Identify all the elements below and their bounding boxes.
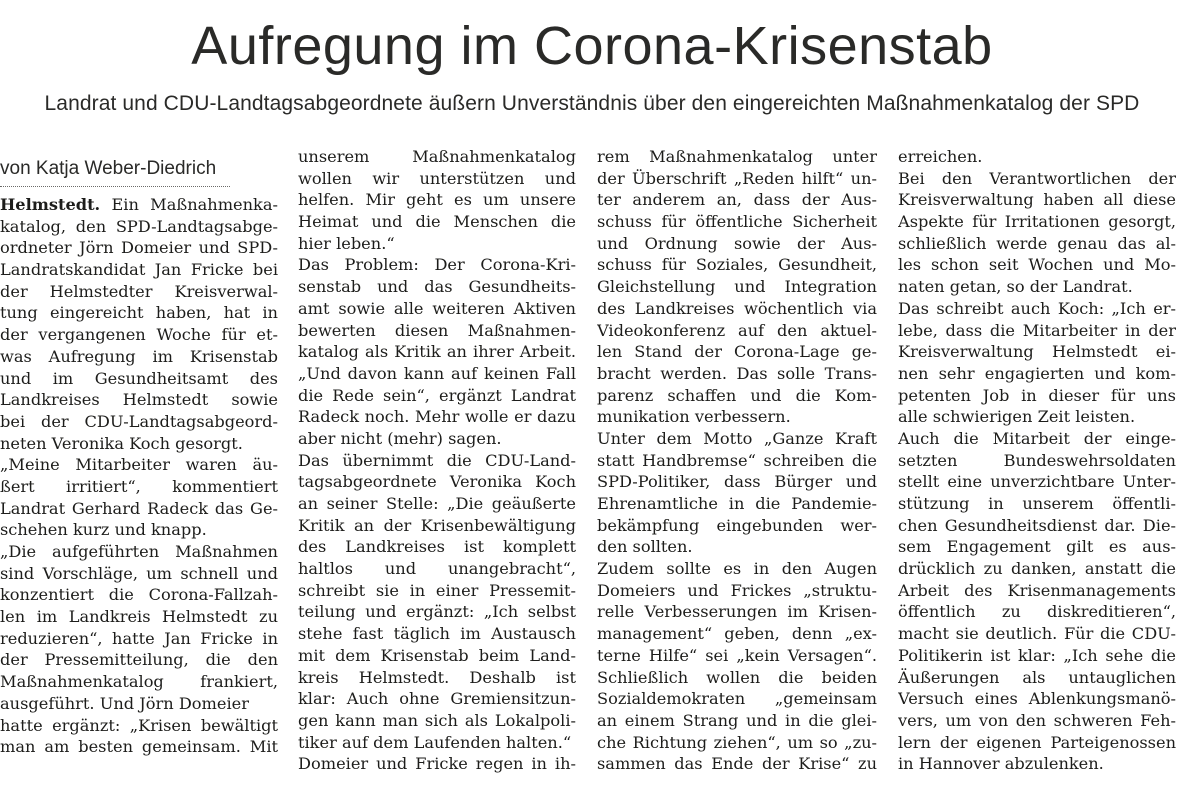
dateline: Helmstedt. — [0, 195, 101, 214]
text-line: SPD-Politiker, dass Bürger und — [597, 472, 877, 492]
text-line: schuss für Soziales, Gesundheit, — [597, 255, 877, 275]
text-line: der Überschrift „Reden hilft“ un- — [597, 168, 877, 188]
text-line: bewerten diesen Maßnahmen- — [298, 320, 576, 340]
text-line: sammen das Ende der Krise“ zu — [597, 754, 877, 774]
text-line: Äußerungen als untauglichen — [898, 667, 1176, 687]
text-line: Sozialdemokraten „gemeinsam — [597, 689, 877, 709]
text-line: man am besten gemeinsam. Mit — [0, 737, 278, 757]
text-line: les schon seit Wochen und Mo- — [898, 255, 1176, 275]
text-line: Domeier und Fricke regen in ih- — [298, 754, 576, 774]
text-line: in Hannover abzulenken. — [898, 754, 1104, 774]
text-line: amt sowie alle weiteren Aktiven — [298, 298, 576, 318]
text-line: kreis Helmstedt. Deshalb ist — [298, 667, 576, 687]
text-line: „Meine Mitarbeiter waren äu- — [0, 455, 278, 475]
text-line: stehe fast täglich im Austausch — [298, 624, 576, 644]
text-line: Unter dem Motto „Ganze Kraft — [597, 428, 877, 448]
text-line: sind Vorschläge, um schnell und — [0, 563, 278, 583]
text-line: Bei den Verantwortlichen der — [898, 168, 1176, 188]
text-line: munikation verbessern. — [597, 407, 791, 427]
text-line: schuss für öffentliche Sicherheit — [597, 212, 877, 232]
text-line: hier leben.“ — [298, 233, 395, 253]
text-line: sem Engagement gilt es aus- — [898, 537, 1176, 557]
text-line: relle Verbesserungen im Krisen- — [597, 602, 877, 622]
column-3-body — [597, 146, 877, 775]
text-line: an einem Strang und in die glei- — [597, 710, 877, 730]
column-2-body — [298, 146, 576, 775]
text-line: Das schreibt auch Koch: „Ich er- — [898, 298, 1176, 318]
text-line: der Helmstedter Kreisverwal- — [0, 281, 278, 301]
text-line: bekämpfung eingebunden wer- — [597, 515, 877, 535]
text-line: reduzieren“, hatte Jan Fricke in — [0, 628, 278, 648]
article-column-2 — [298, 146, 576, 775]
text-line: chen Gesundheitsdienst dar. Die- — [898, 515, 1176, 535]
text-line: des Landkreises ist komplett — [298, 537, 576, 557]
text-line: Landrat Gerhard Radeck das Ge- — [0, 498, 278, 518]
text-line: tung eingereicht haben, hat in — [0, 303, 278, 323]
text-line: setzten Bundeswehrsoldaten — [898, 450, 1176, 470]
text-line: ßert irritiert“, kommentiert — [0, 476, 278, 496]
text-line: unserem Maßnahmenkatalog — [298, 147, 576, 166]
text-line: und im Gesundheitsamt des — [0, 368, 278, 388]
text-line: drücklich zu danken, anstatt die — [898, 559, 1176, 579]
text-line: che Richtung ziehen“, um so „zu- — [597, 732, 877, 752]
article-column-3 — [597, 146, 877, 775]
text-line: was Aufregung im Krisenstab — [0, 346, 278, 366]
text-line: Arbeit des Krisenmanagements — [898, 580, 1176, 600]
text-line: naten getan, so der Landrat. — [898, 277, 1133, 297]
text-line: Auch die Mitarbeit der einge- — [898, 428, 1176, 448]
text-line: „Die aufgeführten Maßnahmen — [0, 542, 278, 561]
text-line: senstab und das Gesundheits- — [298, 277, 576, 297]
text-line: an seiner Stelle: „Die geäußerte — [298, 494, 576, 513]
text-line — [0, 194, 278, 216]
text-line: petenten Job in dieser für uns — [898, 385, 1176, 405]
text-line: der vergangenen Woche für et- — [0, 325, 278, 345]
text-line: haltlos und unangebracht“, — [298, 559, 576, 579]
text-line: und Ordnung sowie der Aus- — [597, 233, 877, 253]
text-line: terne Hilfe“ sei „kein Versagen“. — [597, 645, 877, 665]
text-line: statt Handbremse“ schreiben die — [597, 450, 877, 470]
text-line: vers, um von den schweren Feh- — [898, 710, 1176, 730]
text-line: management“ geben, denn „ex- — [597, 624, 877, 644]
text-line: hatte ergänzt: „Krisen bewältigt — [0, 715, 278, 735]
text-line: Kreisverwaltung Helmstedt ei- — [898, 342, 1176, 362]
text-line: katalog, den SPD-Landtagsabge- — [0, 216, 278, 236]
text-line: schehen kurz und knapp. — [0, 520, 207, 540]
text-line: klar: Auch ohne Gremiensitzun- — [298, 689, 576, 709]
text-line: teilung und ergänzt: „Ich selbst — [298, 602, 576, 622]
text-line: tagsabgeordnete Veronika Koch — [298, 472, 576, 492]
text-line: rem Maßnahmenkatalog unter — [597, 147, 877, 166]
text-line: Gleichstellung und Integration — [597, 277, 877, 297]
text-line: Das übernimmt die CDU-Land- — [298, 450, 576, 470]
text-line: parenz schaffen und die Kom- — [597, 385, 877, 405]
text-line: Ehrenamtliche in die Pandemie- — [597, 494, 877, 513]
text-line: Schließlich wollen die beiden — [597, 667, 877, 687]
text-line: katalog als Kritik an ihrer Arbeit. — [298, 342, 576, 362]
text-line: ausgeführt. Und Jörn Domeier — [0, 693, 249, 713]
text-line: len Stand der Corona-Lage ge- — [597, 342, 877, 362]
text-line: der Pressemitteilung, die den — [0, 650, 278, 670]
text-line: lebe, dass die Mitarbeiter in der — [898, 320, 1176, 340]
text-line: stellt eine unverzichtbare Unter- — [898, 472, 1176, 492]
text-line: stützung in unserem öffentli- — [898, 494, 1176, 513]
text-line: bei der CDU-Landtagsabgeord- — [0, 411, 278, 431]
text-line: des Landkreises wöchentlich via — [597, 298, 877, 318]
text-line: Das Problem: Der Corona-Kri- — [298, 255, 576, 275]
text-line: erreichen. — [898, 147, 983, 166]
text-line: neten Veronika Koch gesorgt. — [0, 433, 243, 453]
text-line: konzentiert die Corona-Fallzah- — [0, 585, 278, 605]
text-line: öffentlich zu diskreditieren“, — [898, 602, 1176, 622]
text-line: Landratskandidat Jan Fricke bei — [0, 260, 278, 280]
text-line: Kreisverwaltung haben all diese — [898, 190, 1176, 210]
text-line: aber nicht (mehr) sagen. — [298, 428, 502, 448]
text-line: ordneter Jörn Domeier und SPD- — [0, 238, 278, 258]
text-line: lern der eigenen Parteigenossen — [898, 732, 1176, 752]
text-line: Videokonferenz auf den aktuel- — [597, 320, 877, 340]
text-line: wollen wir unterstützen und — [298, 168, 576, 188]
article-column-1 — [0, 146, 278, 758]
column-4-body — [898, 146, 1176, 775]
text-line: Heimat und die Menschen die — [298, 212, 576, 232]
text-line-rest: Ein Maßnahmenka- — [100, 195, 278, 214]
text-line: Versuch eines Ablenkungsmanö- — [898, 689, 1176, 709]
text-line: schreibt sie in einer Pressemit- — [298, 580, 576, 600]
text-line: helfen. Mir geht es um unsere — [298, 190, 576, 210]
text-line: macht sie deutlich. Für die CDU- — [898, 624, 1176, 644]
text-line: nen sehr engagierten und kom- — [898, 363, 1176, 383]
text-line: alle schwierigen Zeit leisten. — [898, 407, 1136, 427]
text-line: Radeck noch. Mehr wolle er dazu — [298, 407, 576, 427]
text-line: Politikerin ist klar: „Ich sehe die — [898, 645, 1176, 665]
article-headline: Aufregung im Corona-Krisenstab — [191, 16, 993, 76]
article-subheadline: Landrat und CDU-Landtagsabgeordnete äußern Unverständnis über den eingereichten Maßnahmenkatalog der SPD — [44, 92, 1140, 115]
text-line: Zudem sollte es in den Augen — [597, 559, 877, 579]
text-line: len im Landkreis Helmstedt zu — [0, 607, 278, 627]
text-line: bracht werden. Das solle Trans- — [597, 363, 877, 383]
author-byline: von Katja Weber-Diedrich — [0, 146, 230, 187]
text-line: „Und davon kann auf keinen Fall — [298, 363, 576, 383]
text-line: Aspekte für Irritationen gesorgt, — [898, 212, 1176, 232]
article-column-4 — [898, 146, 1176, 775]
column-1-body — [0, 194, 278, 758]
text-line: Domeiers und Frickes „struktu- — [597, 580, 877, 600]
text-line: ter anderem an, dass der Aus- — [597, 190, 877, 210]
text-line: mit dem Krisenstab beim Land- — [298, 645, 576, 665]
text-line: den sollten. — [597, 537, 693, 557]
text-line: Landkreises Helmstedt sowie — [0, 390, 278, 410]
text-line: tiker auf dem Laufenden halten.“ — [298, 732, 572, 752]
text-line: Maßnahmenkatalog frankiert, — [0, 672, 278, 692]
text-line: schließlich werde genau das al- — [898, 233, 1176, 253]
text-line: gen kann man sich als Lokalpoli- — [298, 710, 576, 730]
text-line: Kritik an der Krisenbewältigung — [298, 515, 576, 535]
text-line: die Rede sein“, ergänzt Landrat — [298, 385, 576, 405]
